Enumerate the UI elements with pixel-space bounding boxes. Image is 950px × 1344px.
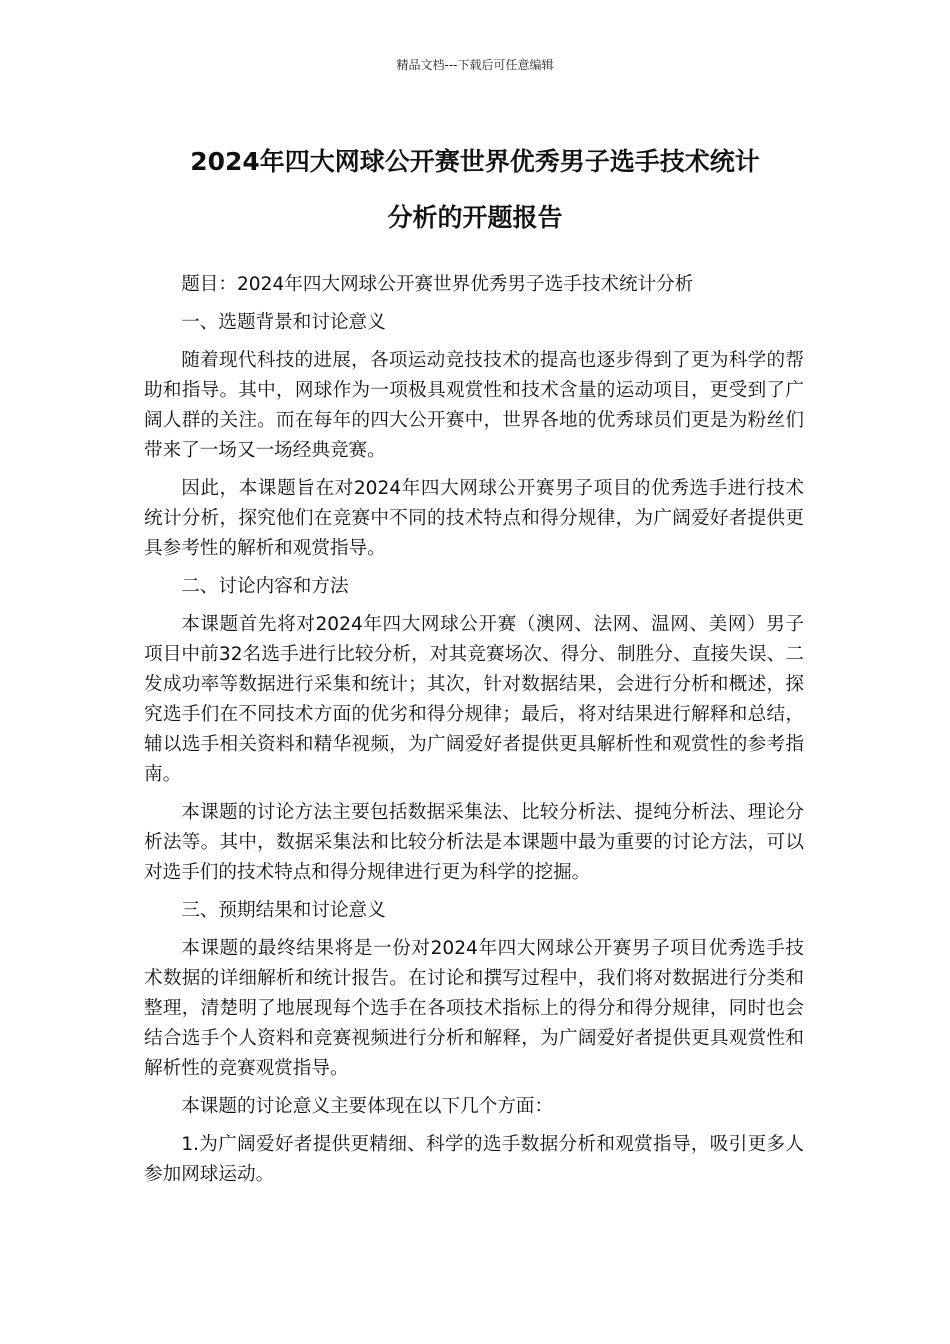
body-paragraph: 本课题的讨论方法主要包括数据采集法、比较分析法、提纯分析法、理论分析法等。其中，数据采集法和比较分析法是本课题中最为重要的讨论方法，可以对选手们的技术特点和得分规律进行更为科学的挖掘。 xyxy=(144,802,804,883)
document-title-line-2: 分析的开题报告 xyxy=(387,203,563,232)
section-heading-background: 一、选题背景和讨论意义 xyxy=(181,312,386,333)
header-note: 精品文档---下载后可任意编辑 xyxy=(396,58,554,72)
section-heading-content-methods: 二、讨论内容和方法 xyxy=(181,576,349,597)
section-heading-expected-results: 三、预期结果和讨论意义 xyxy=(181,900,386,921)
body-paragraph: 随着现代科技的进展，各项运动竞技技术的提高也逐步得到了更为科学的帮助和指导。其中，网球作为一项极具观赏性和技术含量的运动项目，更受到了广阔人群的关注。而在每年的四大公开赛中，世界各地的优秀球员们更是为粉丝们带来了一场又一场经典竞赛。 xyxy=(144,350,804,461)
topic-line: 题目：2024年四大网球公开赛世界优秀男子选手技术统计分析 xyxy=(181,274,694,295)
body-paragraph: 本课题首先将对2024年四大网球公开赛（澳网、法网、温网、美网）男子项目中前32名选手进行比较分析，对其竞赛场次、得分、制胜分、直接失误、二发成功率等数据进行采集和统计；其次，针对数据结果，会进行分析和概述，探究选手们在不同技术方面的优劣和得分规律；最后，将对结果进行解释和总结，辅以选手相关资料和精华视频，为广阔爱好者提供更具解析性和观赏性的参考指南。 xyxy=(144,614,804,785)
document-title-line-1: 2024年四大网球公开赛世界优秀男子选手技术统计 xyxy=(190,147,760,176)
body-paragraph: 本课题的讨论意义主要体现在以下几个方面： xyxy=(181,1096,554,1117)
list-item: 1.为广阔爱好者提供更精细、科学的选手数据分析和观赏指导，吸引更多人参加网球运动。 xyxy=(144,1134,804,1185)
document-body xyxy=(144,270,804,1198)
document-title xyxy=(120,134,830,246)
body-paragraph: 本课题的最终结果将是一份对2024年四大网球公开赛男子项目优秀选手技术数据的详细解析和统计报告。在讨论和撰写过程中，我们将对数据进行分类和整理，清楚明了地展现每个选手在各项技术指标上的得分和得分规律，同时也会结合选手个人资料和竞赛视频进行分析和解释，为广阔爱好者提供更具观赏性和解析性的竞赛观赏指导。 xyxy=(144,938,804,1079)
body-paragraph: 因此，本课题旨在对2024年四大网球公开赛男子项目的优秀选手进行技术统计分析，探究他们在竞赛中不同的技术特点和得分规律，为广阔爱好者提供更具参考性的解析和观赏指导。 xyxy=(144,478,804,559)
